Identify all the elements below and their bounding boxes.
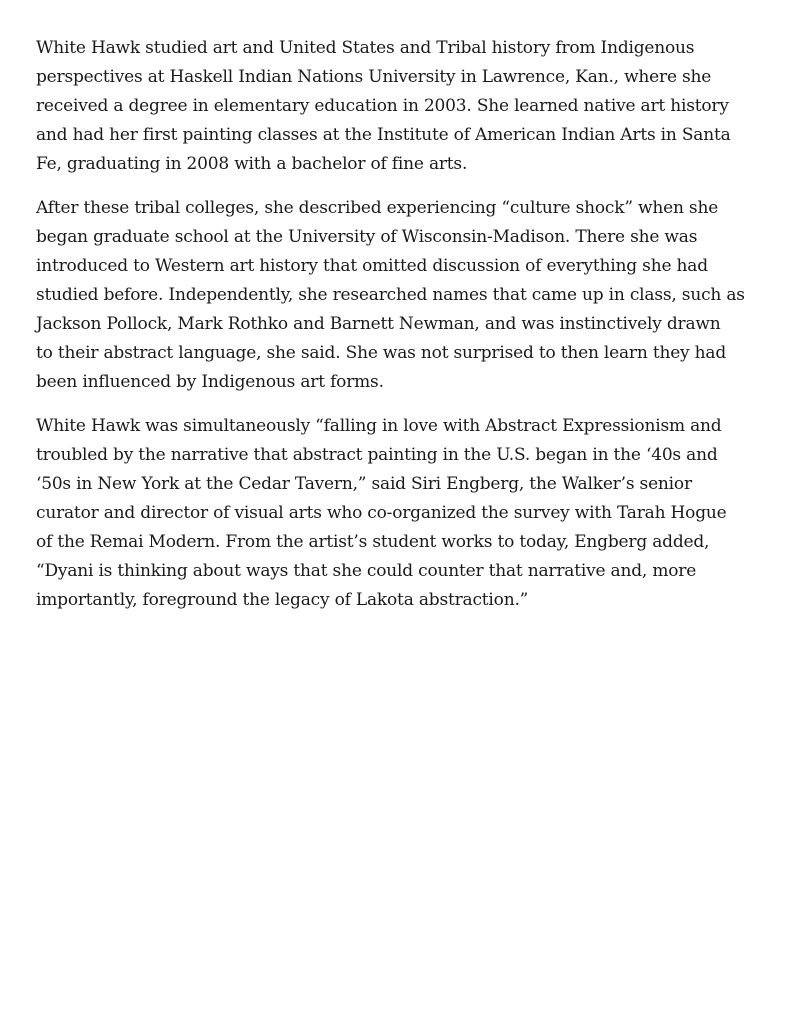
paragraph-3 [36, 412, 756, 615]
text-line: troubled by the narrative that abstract painting in the U.S. began in the ‘40s and [36, 445, 718, 465]
text-line: “Dyani is thinking about ways that she could counter that narrative and, more [36, 561, 697, 581]
text-line: ‘50s in New York at the Cedar Tavern,” said Siri Engberg, the Walker’s senior [36, 474, 692, 494]
text-line: Jackson Pollock, Mark Rothko and Barnett Newman, and was instinctively drawn [36, 314, 721, 334]
paragraph-1 [36, 34, 756, 179]
text-line: of the Remai Modern. From the artist’s student works to today, Engberg added, [36, 532, 710, 552]
text-line: and had her first painting classes at the Institute of American Indian Arts in Santa [36, 125, 731, 145]
text-line: received a degree in elementary education in 2003. She learned native art history [36, 96, 729, 116]
text-line: studied before. Independently, she researched names that came up in class, such as [36, 285, 745, 305]
text-line: perspectives at Haskell Indian Nations University in Lawrence, Kan., where she [36, 67, 712, 87]
text-line: introduced to Western art history that omitted discussion of everything she had [36, 256, 708, 276]
paragraph-2 [36, 194, 756, 397]
text-line: After these tribal colleges, she described experiencing “culture shock” when she [36, 198, 719, 218]
text-line: been influenced by Indigenous art forms. [36, 372, 384, 392]
text-line: White Hawk was simultaneously “falling in love with Abstract Expressionism and [36, 416, 722, 436]
text-line: curator and director of visual arts who co-organized the survey with Tarah Hogue [36, 503, 727, 523]
article-body [36, 34, 756, 630]
text-line: importantly, foreground the legacy of Lakota abstraction.” [36, 590, 529, 610]
text-line: began graduate school at the University of Wisconsin-Madison. There she was [36, 227, 698, 247]
text-line: to their abstract language, she said. She was not surprised to then learn they had [36, 343, 727, 363]
text-line: Fe, graduating in 2008 with a bachelor of fine arts. [36, 154, 468, 174]
text-line: White Hawk studied art and United States and Tribal history from Indigenous [36, 38, 695, 58]
